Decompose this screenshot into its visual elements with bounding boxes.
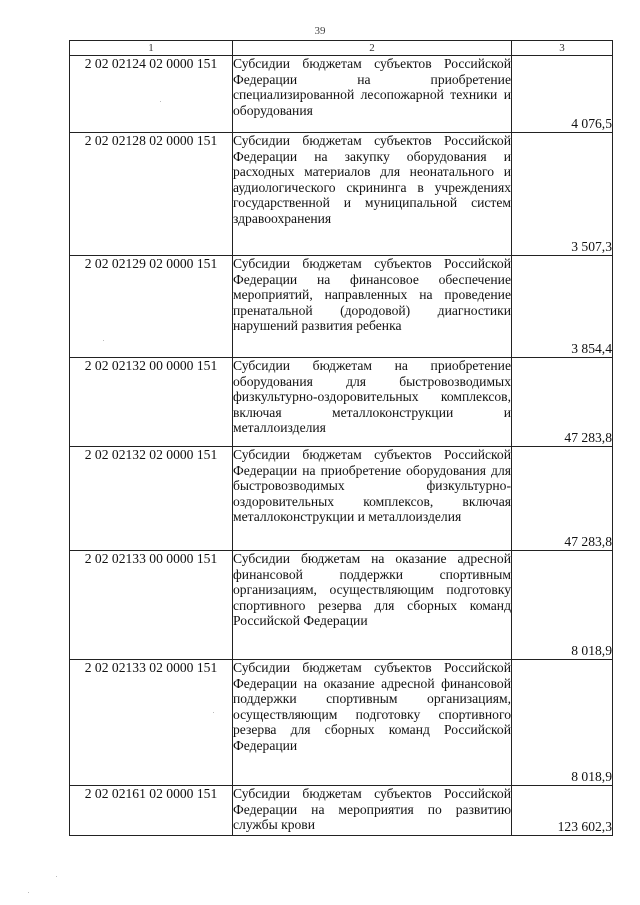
item-amount: 123 602,3 — [512, 786, 613, 836]
item-description: Субсидии бюджетам субъектов Российской Федерации на приобретение специализированной лесопожарной техники и оборудования — [233, 56, 512, 133]
item-amount: 8 018,9 — [512, 660, 613, 786]
item-description: Субсидии бюджетам субъектов Российской Федерации на мероприятия по развитию службы крови — [233, 786, 512, 836]
budget-code: 2 02 02124 02 0000 151 — [70, 56, 233, 133]
scan-speck — [56, 876, 57, 877]
scan-speck — [103, 340, 104, 341]
item-description: Субсидии бюджетам на приобретение оборудования для быстровозводимых физкультурно-оздоровительных комплексов, включая металлоконструкции и металлоизделия — [233, 358, 512, 447]
table-row — [70, 447, 613, 551]
item-description: Субсидии бюджетам на оказание адресной финансовой поддержки спортивным организациям, осуществляющим подготовку спортивного резерва для сборных команд Российской Федерации — [233, 551, 512, 660]
budget-code: 2 02 02128 02 0000 151 — [70, 133, 233, 256]
budget-code: 2 02 02161 02 0000 151 — [70, 786, 233, 836]
scan-speck — [213, 712, 214, 713]
table-row — [70, 256, 613, 358]
item-amount: 4 076,5 — [512, 56, 613, 133]
item-amount: 3 507,3 — [512, 133, 613, 256]
column-header-2: 2 — [233, 41, 512, 56]
item-description: Субсидии бюджетам субъектов Российской Федерации на финансовое обеспечение мероприятий, направленных на проведение пренатальной (дородовой) диагностики нарушений развития ребенка — [233, 256, 512, 358]
budget-code: 2 02 02133 00 0000 151 — [70, 551, 233, 660]
table-row — [70, 56, 613, 133]
page-number: 39 — [314, 25, 326, 37]
item-amount: 47 283,8 — [512, 358, 613, 447]
scan-speck — [160, 101, 161, 102]
table-row — [70, 786, 613, 836]
budget-table — [69, 40, 613, 836]
item-amount: 47 283,8 — [512, 447, 613, 551]
item-amount: 8 018,9 — [512, 551, 613, 660]
budget-code: 2 02 02133 02 0000 151 — [70, 660, 233, 786]
table-row — [70, 133, 613, 256]
budget-code: 2 02 02132 02 0000 151 — [70, 447, 233, 551]
column-header-3: 3 — [512, 41, 613, 56]
table-row — [70, 551, 613, 660]
table-header-row — [70, 41, 613, 56]
budget-code: 2 02 02132 00 0000 151 — [70, 358, 233, 447]
column-header-1: 1 — [70, 41, 233, 56]
item-description: Субсидии бюджетам субъектов Российской Федерации на оказание адресной финансовой поддержки спортивным организациям, осуществляющим подготовку спортивного резерва для сборных команд Российской Федерации — [233, 660, 512, 786]
item-description: Субсидии бюджетам субъектов Российской Федерации на приобретение оборудования для быстровозводимых физкультурно-оздоровительных комплексов, включая металлоконструкции и металлоизделия — [233, 447, 512, 551]
item-description: Субсидии бюджетам субъектов Российской Федерации на закупку оборудования и расходных материалов для неонатального и аудиологического скрининга в учреждениях государственной и муниципальной систем здравоохранения — [233, 133, 512, 256]
table-row — [70, 660, 613, 786]
scan-speck — [28, 892, 29, 893]
item-amount: 3 854,4 — [512, 256, 613, 358]
table-row — [70, 358, 613, 447]
budget-code: 2 02 02129 02 0000 151 — [70, 256, 233, 358]
